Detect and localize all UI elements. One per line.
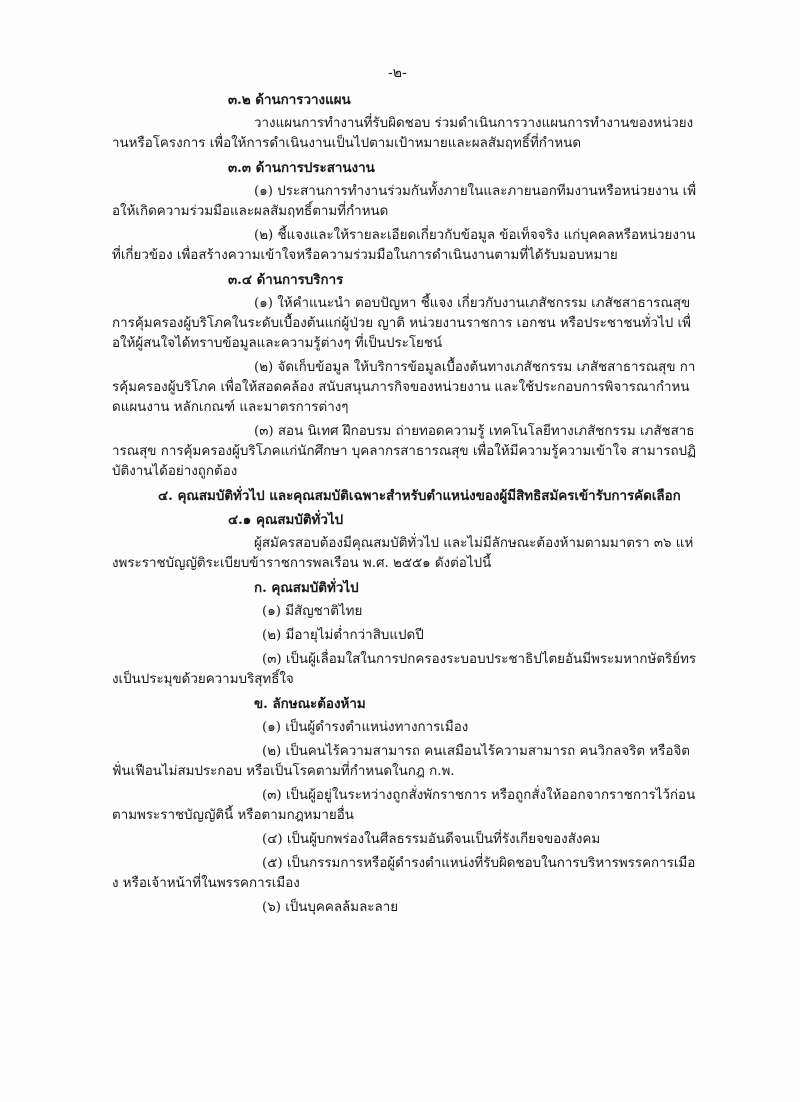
paragraph: (๓) สอน นิเทศ ฝึกอบรม ถ่ายทอดความรู้ เทคโนโลยีทางเภสัชกรรม เภสัชสาธารณสุข การคุ้มครองผู้บริโภคแก่นักศึกษา บุคลากรสาธารณสุข เพื่อให้มีความรู้ความเข้าใจ สามารถปฏิบัติงานได้อย่างถูกต้อง xyxy=(112,424,697,479)
section-heading: ๔. คุณสมบัติทั่วไป และคุณสมบัติเฉพาะสำหรับตำแหน่งของผู้มีสิทธิสมัครเข้ารับการคัดเลือก xyxy=(158,488,681,504)
paragraph: (๑) มีสัญชาติไทย xyxy=(262,604,363,619)
paragraph: (๒) มีอายุไม่ต่ำกว่าสิบแปดปี xyxy=(262,628,424,643)
paragraph: (๒) ชี้แจงและให้รายละเอียดเกี่ยวกับข้อมูล ข้อเท็จจริง แก่บุคคลหรือหน่วยงานที่เกี่ยวข้อง เพื่อสร้างความเข้าใจหรือความร่วมมือในการดำเนินงานตามที่ได้รับมอบหมาย xyxy=(112,228,696,263)
section-heading: ๔.๑ คุณสมบัติทั่วไป xyxy=(228,512,344,528)
paragraph: (๒) เป็นคนไร้ความสามารถ คนเสมือนไร้ความสามารถ คนวิกลจริต หรือจิตฟั่นเฟือนไม่สมประกอบ หรือเป็นโรคตามที่กำหนดในกฎ ก.พ. xyxy=(112,744,690,779)
paragraph: (๑) ประสานการทำงานร่วมกันทั้งภายในและภายนอกทีมงานหรือหน่วยงาน เพื่อให้เกิดความร่วมมือและผลสัมฤทธิ์ตามที่กำหนด xyxy=(112,184,697,219)
page-number: -๒- xyxy=(388,65,407,81)
paragraph: (๕) เป็นกรรมการหรือผู้ดำรงตำแหน่งที่รับผิดชอบในการบริหารพรรคการเมือง หรือเจ้าหน้าที่ในพรรคการเมือง xyxy=(112,856,696,891)
section-heading: ๓.๒ ด้านการวางแผน xyxy=(228,92,351,108)
section-heading: ๓.๓ ด้านการประสานงาน xyxy=(228,160,375,176)
document-body xyxy=(112,90,697,922)
paragraph: (๖) เป็นบุคคลล้มละลาย xyxy=(262,900,399,915)
paragraph: วางแผนการทำงานที่รับผิดชอบ ร่วมดำเนินการวางแผนการทำงานของหน่วยงานหรือโครงการ เพื่อให้การดำเนินงานเป็นไปตามเป้าหมายและผลสัมฤทธิ์ที่กำหนด xyxy=(112,116,694,151)
paragraph: (๓) เป็นผู้อยู่ในระหว่างถูกสั่งพักราชการ หรือถูกสั่งให้ออกจากราชการไว้ก่อนตามพระราชบัญญัตินี้ หรือตามกฎหมายอื่น xyxy=(112,788,696,823)
paragraph: (๒) จัดเก็บข้อมูล ให้บริการข้อมูลเบื้องต้นทางเภสัชกรรม เภสัชสาธารณสุข การคุ้มครองผู้บริโภค เพื่อให้สอดคล้อง สนับสนุนภารกิจของหน่วยงาน และใช้ประกอบการพิจารณากำหนดแผนงาน หลักเกณฑ์ และมาตรการต่างๆ xyxy=(112,360,696,415)
paragraph: (๑) เป็นผู้ดำรงตำแหน่งทางการเมือง xyxy=(262,720,469,735)
section-heading: ๓.๔ ด้านการบริการ xyxy=(228,272,344,288)
paragraph: ผู้สมัครสอบต้องมีคุณสมบัติทั่วไป และไม่มีลักษณะต้องห้ามตามมาตรา ๓๖ แห่งพระราชบัญญัติระเบียบข้าราชการพลเรือน พ.ศ. ๒๕๕๑ ดังต่อไปนี้ xyxy=(112,536,694,571)
section-heading: ก. คุณสมบัติทั่วไป xyxy=(254,580,359,596)
paragraph: (๓) เป็นผู้เลื่อมใสในการปกครองระบอบประชาธิปไตยอันมีพระมหากษัตริย์ทรงเป็นประมุขด้วยความบริสุทธิ์ใจ xyxy=(112,652,697,687)
paragraph: (๑) ให้คำแนะนำ ตอบปัญหา ชี้แจง เกี่ยวกับงานเภสัชกรรม เภสัชสาธารณสุข การคุ้มครองผู้บริโภคในระดับเบื้องต้นแก่ผู้ป่วย ญาติ หน่วยงานราชการ เอกชน หรือประชาชนทั่วไป เพื่อให้ผู้สนใจได้ทราบข้อมูลและความรู้ต่างๆ ที่เป็นประโยชน์ xyxy=(112,296,691,351)
section-heading: ข. ลักษณะต้องห้าม xyxy=(254,696,366,712)
paragraph: (๔) เป็นผู้บกพร่องในศีลธรรมอันดีจนเป็นที่รังเกียจของสังคม xyxy=(262,832,601,847)
